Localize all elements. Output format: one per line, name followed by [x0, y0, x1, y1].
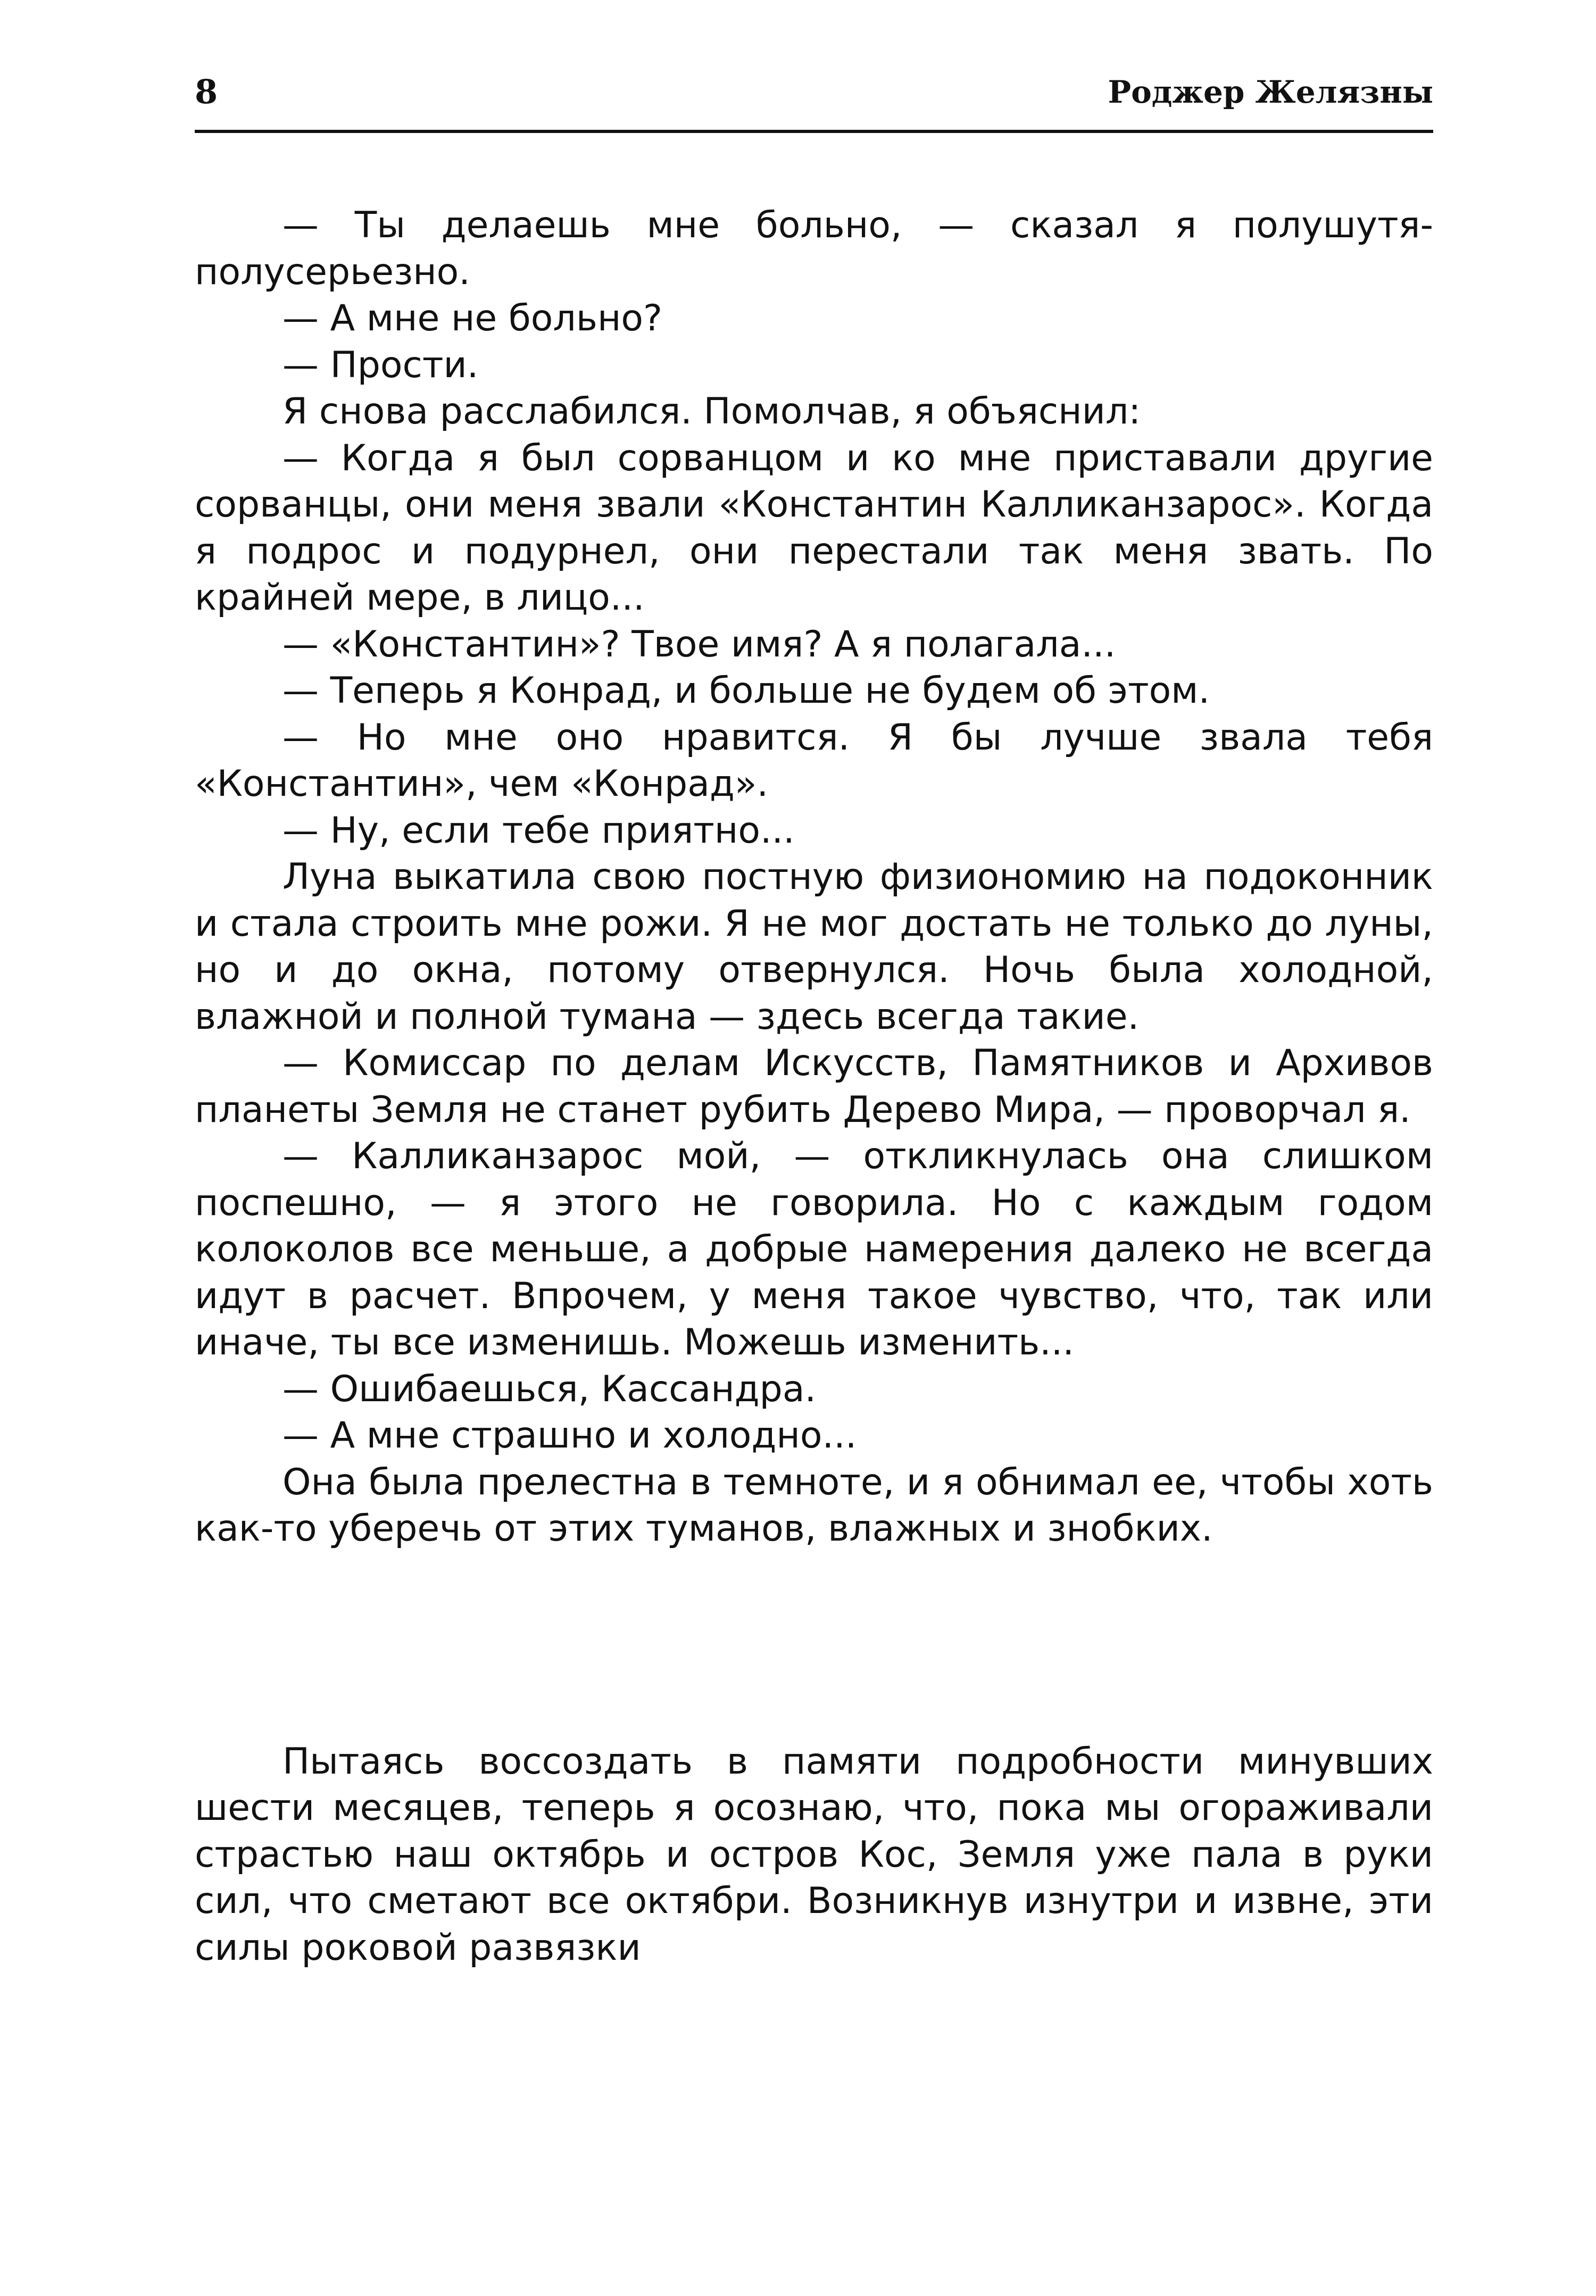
- paragraph: Луна выкатила свою постную физиономию на подоконник и стала строить мне рожи. Я не мог достать не только до луны, но и до окна, потому отвернулся. Ночь была холодной, влажной и полной тумана — здесь всегда такие.: [195, 856, 1433, 1038]
- paragraph: — А мне не больно?: [282, 297, 663, 339]
- page-number: 8: [195, 72, 218, 111]
- paragraph: — Ты делаешь мне больно, — сказал я полушутя-полусерьезно.: [195, 204, 1433, 293]
- paragraph: — Калликанзарос мой, — откликнулась она слишком поспешно, — я этого не говорила. Но с каждым годом колоколов все меньше, а добрые намерения далеко не всегда идут в расчет. Впрочем, у меня такое чувство, что, так или иначе, ты все изменишь. Можешь изменить...: [195, 1135, 1433, 1363]
- paragraph: — Комиссар по делам Искусств, Памятников и Архивов планеты Земля не станет рубить Дерево Мира, — проворчал я.: [195, 1042, 1433, 1131]
- running-title: Роджер Желязны: [1108, 74, 1433, 110]
- paragraph: Я снова расслабился. Помолчав, я объяснил:: [282, 390, 1141, 432]
- section-break: [195, 1552, 1433, 1738]
- paragraph: Она была прелестна в темноте, и я обнимал ее, чтобы хоть как-то уберечь от этих туманов, влажных и знобких.: [195, 1461, 1433, 1550]
- page-header: [195, 63, 1433, 121]
- paragraph: — Но мне оно нравится. Я бы лучше звала тебя «Константин», чем «Конрад».: [195, 716, 1433, 805]
- body-text: [195, 202, 1433, 1971]
- header-rule: [195, 130, 1433, 133]
- paragraph: — Теперь я Конрад, и больше не будем об этом.: [282, 670, 1210, 712]
- paragraph: — А мне страшно и холодно...: [282, 1415, 857, 1457]
- paragraph: — Ну, если тебе приятно...: [282, 809, 795, 852]
- paragraph: — Когда я был сорванцом и ко мне приставали другие сорванцы, они меня звали «Константин Калликанзарос». Когда я подрос и подурнел, они перестали так меня звать. По крайней мере, в лицо...: [195, 437, 1433, 619]
- paragraph: — Прости.: [282, 344, 479, 386]
- paragraph: — Ошибаешься, Кассандра.: [282, 1368, 817, 1410]
- section-paragraph: Пытаясь воссоздать в памяти подробности минувших шести месяцев, теперь я осознаю, что, пока мы огораживали страстью наш октябрь и остров Кос, Земля уже пала в руки сил, что сметают все октябри. Возникнув изнутри и извне, эти силы роковой развязки: [195, 1740, 1433, 1969]
- paragraph: — «Константин»? Твое имя? А я полагала...: [282, 623, 1116, 665]
